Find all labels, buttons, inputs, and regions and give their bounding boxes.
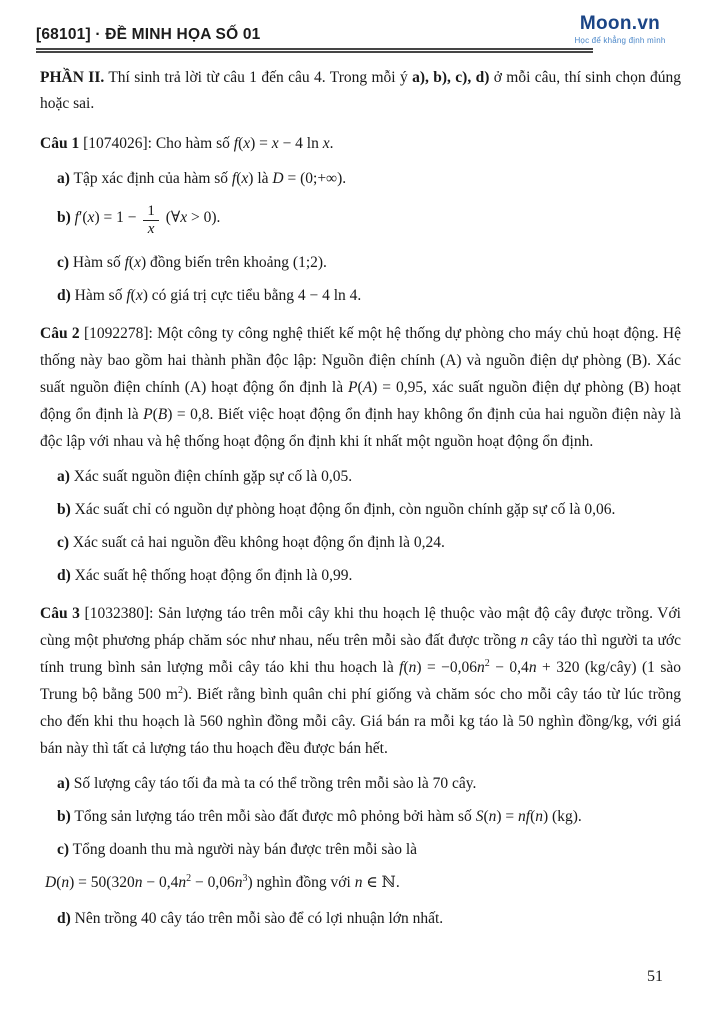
cau-3-formula: $D(n) = 50(320n - 0,4n^2 - 0,06n^3)$ nghìn đồng với n ∈ ℕ. — [45, 872, 400, 891]
exam-code-title: [68101] · ĐỀ MINH HỌA SỐ 01 — [36, 26, 261, 43]
cau-1-item-a: a) Tập xác định của hàm số f(x) là D = (0;+∞). — [57, 170, 347, 187]
cau-1-item-b: b) f′(x) = 1 − $\frac{1}{x}$ (∀x > 0). — [57, 203, 221, 237]
cau-3-item-d: d) Nên trồng 40 cây táo trên mỗi sào để có lợi nhuận lớn nhất. — [57, 910, 444, 927]
cau-1-item-c: c) Hàm số f(x) đồng biến trên khoảng (1;2). — [57, 254, 327, 271]
inline-fraction: $\frac{1}{x}$ — [143, 204, 159, 237]
document-body — [40, 65, 681, 930]
cau-2-item-a: a) Xác suất nguồn điện chính gặp sự cố là 0,05. — [57, 468, 353, 485]
header-title-block — [36, 0, 593, 53]
logo-tagline: Học để khẳng định mình — [574, 36, 666, 45]
cau-2-heading: Câu 2 [1092278]: Một công ty công nghệ thiết kế một hệ thống dự phòng cho máy chủ hoạt động. Hệ thống này bao gồm hai thành phần độc lập: Nguồn điện chính (A) và nguồn điện dự phòng (B). Xác suất nguồn điện chính (A) hoạt động ổn định là P(A) = 0,95, xác suất nguồn điện dự phòng (B) hoạt động ổn định là P(B) = 0,8. Biết việc hoạt động ổn định hay không ổn định của hai nguồn điện này là độc lập với nhau và hệ thống hoạt động ổn định khi ít nhất một nguồn hoạt động ổn định. — [40, 325, 681, 450]
cau-2-item-c: c) Xác suất cả hai nguồn đều không hoạt động ổn định là 0,24. — [57, 534, 445, 551]
cau-3-item-a: a) Số lượng cây táo tối đa mà ta có thể trồng trên mỗi sào là 70 cây. — [57, 775, 477, 792]
cau-3-item-b: b) Tổng sản lượng táo trên mỗi sào đất được mô phỏng bởi hàm số S(n) = nf(n) (kg). — [57, 808, 582, 825]
phan-ii-intro: PHẦN II. Thí sinh trả lời từ câu 1 đến câu 4. Trong mỗi ý a), b), c), d) ở mỗi câu, thí sinh chọn đúng hoặc sai. — [40, 69, 681, 112]
page-header — [36, 0, 721, 53]
cau-1-item-d: d) Hàm số f(x) có giá trị cực tiểu bằng 4 − 4 ln 4. — [57, 287, 362, 304]
moon-logo-block — [545, 14, 695, 45]
page-number: 51 — [647, 968, 663, 985]
cau-2-item-d: d) Xác suất hệ thống hoạt động ổn định là 0,99. — [57, 567, 353, 584]
moon-logo: Moon.vn — [579, 13, 661, 34]
cau-3-heading: Câu 3 [1032380]: Sản lượng táo trên mỗi cây khi thu hoạch lệ thuộc vào mật độ cây được trồng. Với cùng một phương pháp chăm sóc như nhau, nếu trên mỗi sào đất được trồng n cây táo thì người ta ước tính trung bình sản lượng mỗi cây táo khi thu hoạch là $f(n) = -0,06n^2 - 0,4n + 320$ (kg/cây) (1 sào Trung bộ bằng 500 $m^2$). Biết rằng bình quân chi phí giống và chăm sóc cho mỗi cây táo từ lúc trồng cho đến khi thu hoạch là 560 nghìn đồng mỗi cây. Giá bán ra mỗi kg táo là 50 nghìn đồng/kg, với giá bán này thì tất cả lượng táo thu hoạch đều được bán hết. — [40, 605, 681, 757]
cau-3-item-c: c) Tổng doanh thu mà người này bán được trên mỗi sào là — [57, 841, 418, 858]
cau-2-item-b: b) Xác suất chỉ có nguồn dự phòng hoạt động ổn định, còn nguồn chính gặp sự cố là 0,06. — [57, 501, 616, 518]
cau-1-heading: Câu 1 [1074026]: Cho hàm số f(x) = x − 4 ln x. — [40, 135, 334, 152]
